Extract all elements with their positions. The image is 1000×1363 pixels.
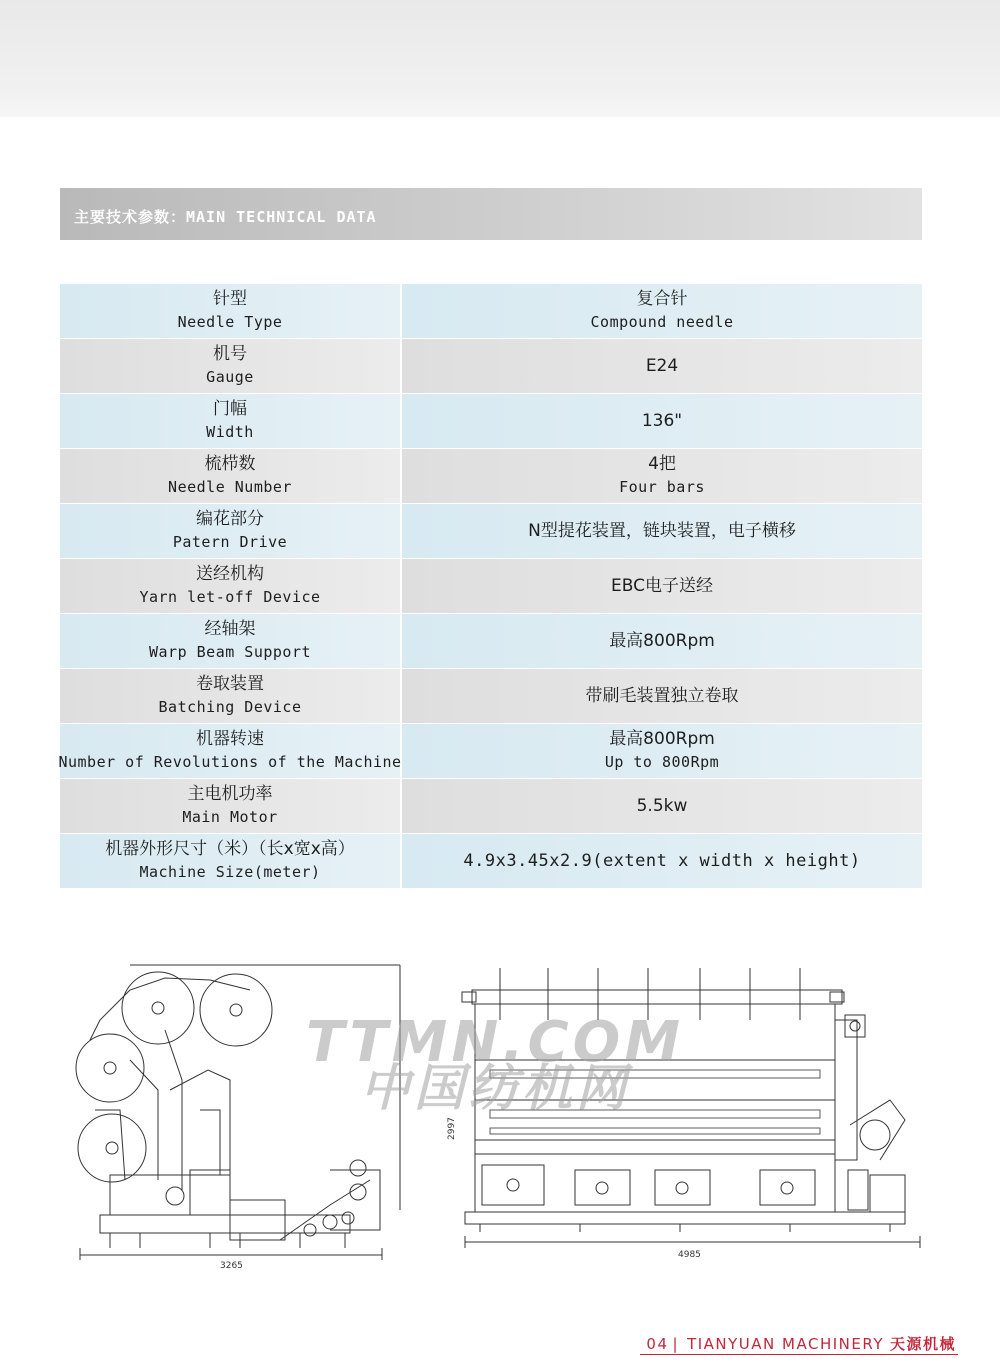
spec-value xyxy=(402,394,922,448)
spec-value xyxy=(402,779,922,833)
spec-label-zh: 送经机构 xyxy=(196,564,264,584)
spec-row xyxy=(60,394,922,449)
spec-label xyxy=(60,559,402,613)
brand-en: TIANYUAN MACHINERY xyxy=(687,1335,884,1353)
spec-value xyxy=(402,504,922,558)
spec-value xyxy=(402,339,922,393)
side-width-dimension: 3265 xyxy=(220,1261,243,1271)
spec-label-zh: 机器转速 xyxy=(196,729,264,749)
spec-label-en: Main Motor xyxy=(182,808,278,826)
spec-label xyxy=(60,724,402,778)
spec-label-en: Needle Type xyxy=(177,313,283,331)
spec-label xyxy=(60,394,402,448)
spec-label-en: Width xyxy=(206,423,254,441)
spec-label xyxy=(60,339,402,393)
spec-row xyxy=(60,449,922,504)
spec-label-zh: 针型 xyxy=(213,289,247,309)
front-width-dimension: 4985 xyxy=(678,1250,701,1260)
spec-label-zh: 机器外形尺寸（米）（长x宽x高） xyxy=(105,839,355,859)
spec-label-en: Patern Drive xyxy=(172,533,288,551)
footer-separator: | xyxy=(672,1335,680,1353)
spec-label-zh: 门幅 xyxy=(213,399,247,419)
spec-row xyxy=(60,614,922,669)
spec-value-line: 最高800Rpm xyxy=(609,729,715,749)
footer xyxy=(646,1333,956,1354)
spec-value-line: 4把 xyxy=(648,454,676,474)
side-view-drawing xyxy=(70,960,410,1285)
spec-label xyxy=(60,834,402,888)
footer-rule xyxy=(640,1354,958,1355)
spec-row xyxy=(60,779,922,834)
spec-value-line: 最高800Rpm xyxy=(609,630,715,651)
spec-table xyxy=(60,284,922,889)
page-number: 04 xyxy=(646,1335,669,1353)
spec-row xyxy=(60,724,922,779)
spec-value-line: E24 xyxy=(645,355,679,376)
spec-label-zh: 梳栉数 xyxy=(204,454,256,474)
spec-value-line: 带刷毛装置独立卷取 xyxy=(585,685,739,706)
spec-label xyxy=(60,284,402,338)
spec-row xyxy=(60,559,922,614)
spec-value xyxy=(402,614,922,668)
spec-row xyxy=(60,834,922,889)
spec-label xyxy=(60,669,402,723)
spec-value xyxy=(402,284,922,338)
spec-value-line: N型提花装置，链块装置，电子横移 xyxy=(528,520,796,541)
section-title: 主要技术参数：MAIN TECHNICAL DATA xyxy=(74,208,377,226)
spec-value xyxy=(402,724,922,778)
spec-label xyxy=(60,449,402,503)
spec-label xyxy=(60,614,402,668)
spec-row xyxy=(60,339,922,394)
spec-value-line: EBC电子送经 xyxy=(611,575,713,596)
top-band xyxy=(0,0,1000,117)
spec-row xyxy=(60,669,922,724)
spec-value-line: 5.5kw xyxy=(636,795,688,816)
spec-label-zh: 经轴架 xyxy=(204,619,256,639)
watermark-en: TTMN.COM xyxy=(306,1010,684,1075)
spec-label-en: Gauge xyxy=(206,368,254,386)
spec-label xyxy=(60,504,402,558)
watermark-zh: 中国纺机网 xyxy=(360,1059,630,1117)
height-dimension: 2997 xyxy=(447,1117,457,1140)
spec-label-en: Batching Device xyxy=(158,698,302,716)
spec-value xyxy=(402,559,922,613)
spec-label-en: Warp Beam Support xyxy=(148,643,312,661)
spec-value xyxy=(402,449,922,503)
spec-value xyxy=(402,834,922,888)
spec-value-line: 复合针 xyxy=(636,289,688,309)
section-header xyxy=(60,188,922,240)
spec-row xyxy=(60,504,922,559)
spec-label-en: Number of Revolutions of the Machine xyxy=(58,753,402,771)
spec-row xyxy=(60,284,922,339)
brand-zh: 天源机械 xyxy=(889,1335,956,1353)
spec-value-line: Four bars xyxy=(619,478,705,496)
spec-label-en: Yarn let-off Device xyxy=(139,588,321,606)
spec-value-line: Up to 800Rpm xyxy=(604,753,720,771)
spec-label-zh: 机号 xyxy=(213,344,247,364)
spec-label-en: Needle Number xyxy=(168,478,292,496)
spec-label-zh: 卷取装置 xyxy=(196,674,264,694)
watermark xyxy=(285,1010,705,1117)
spec-value-line: Compound needle xyxy=(590,313,734,331)
spec-label xyxy=(60,779,402,833)
spec-label-zh: 主电机功率 xyxy=(187,784,273,804)
spec-label-zh: 编花部分 xyxy=(196,509,264,529)
spec-label-en: Machine Size(meter) xyxy=(139,863,321,881)
spec-value-line: 4.9x3.45x2.9(extent x width x height) xyxy=(463,850,861,871)
spec-value-line: 136" xyxy=(641,410,683,431)
spec-value xyxy=(402,669,922,723)
